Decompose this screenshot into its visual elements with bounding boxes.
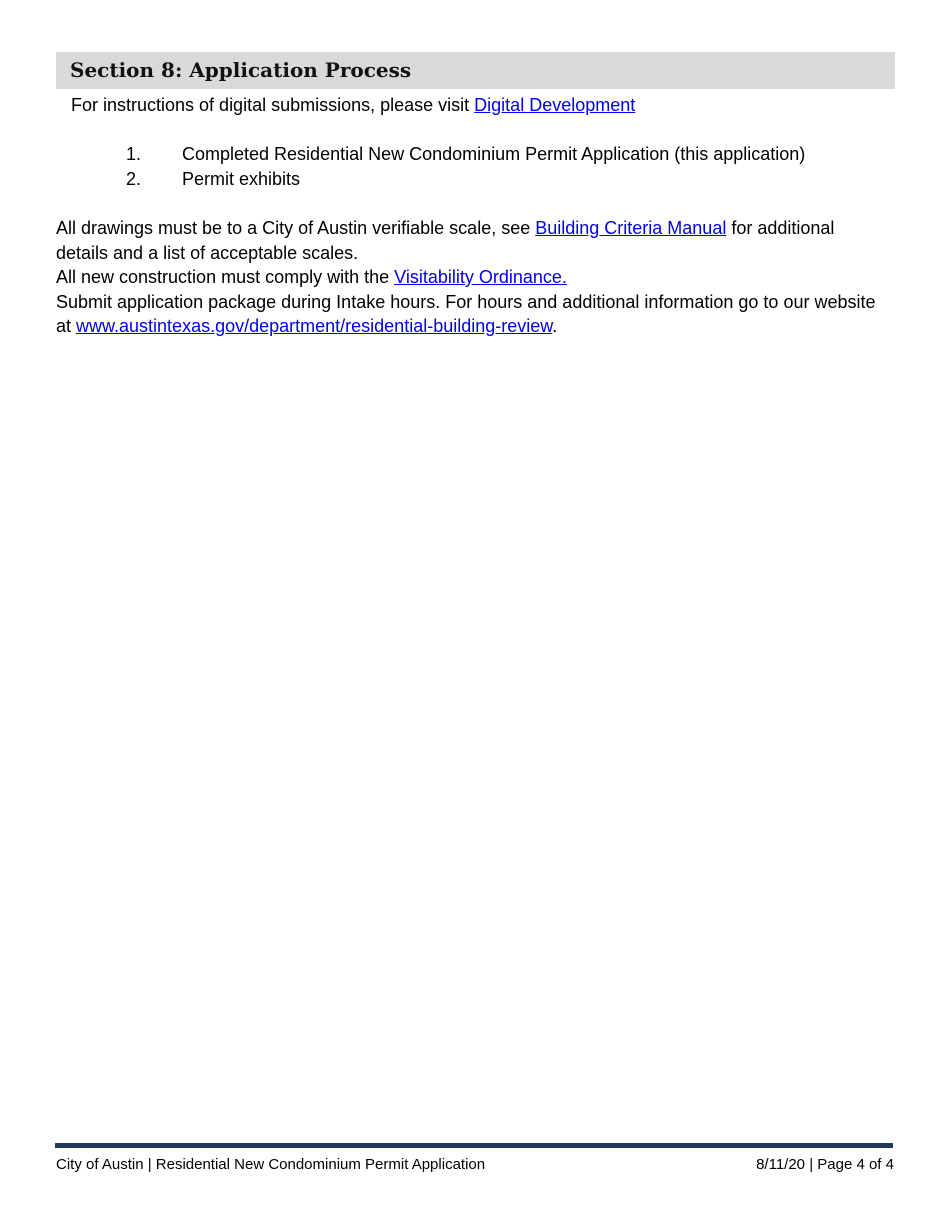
list-item-number: 2. xyxy=(126,169,142,189)
requirements-list xyxy=(126,142,805,192)
section-title: Section 8: Application Process xyxy=(70,58,412,82)
submit-paragraph xyxy=(56,290,886,339)
drawings-text-before: All drawings must be to a City of Austin verifiable scale, see xyxy=(56,218,536,238)
drawings-paragraph xyxy=(56,216,886,265)
section-header xyxy=(56,52,895,89)
intro-text: For instructions of digital submissions, please visit xyxy=(71,95,475,115)
list-item xyxy=(126,142,805,167)
construction-text: All new construction must comply with the xyxy=(56,267,395,287)
intro-line xyxy=(71,93,635,117)
list-item xyxy=(126,167,805,192)
footer-page-number: 8/11/20 | Page 4 of 4 xyxy=(756,1156,894,1173)
submit-text-after: . xyxy=(552,316,558,336)
footer-document-title: City of Austin | Residential New Condominium Permit Application xyxy=(56,1156,486,1173)
list-item-text: Permit exhibits xyxy=(182,169,301,189)
body-text xyxy=(56,216,886,339)
footer-divider xyxy=(55,1143,893,1148)
building-criteria-manual-link[interactable]: Building Criteria Manual xyxy=(535,218,727,238)
list-item-number: 1. xyxy=(126,144,142,164)
construction-paragraph xyxy=(56,265,886,290)
visitability-ordinance-link[interactable]: Visitability Ordinance. xyxy=(394,267,567,287)
digital-development-link[interactable]: Digital Development xyxy=(474,95,636,115)
residential-building-review-link[interactable]: www.austintexas.gov/department/residential-building-review xyxy=(76,316,553,336)
list-item-text: Completed Residential New Condominium Permit Application (this application) xyxy=(182,144,806,164)
submit-text-before: Submit application package during Intake hours. For hours and additional information go to our website at xyxy=(56,291,876,336)
drawings-text-after: for additional details and a list of acceptable scales. xyxy=(56,218,835,263)
